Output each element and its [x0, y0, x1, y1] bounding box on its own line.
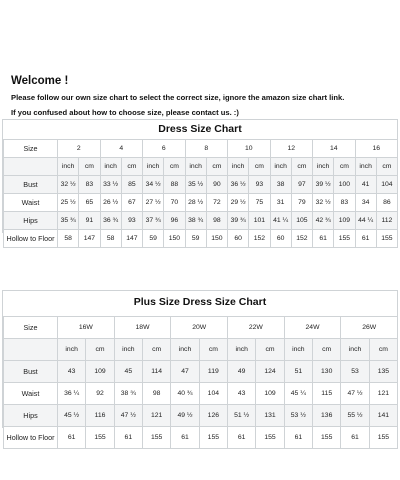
- measurement-value: 83: [334, 194, 355, 212]
- table-row: [4, 383, 398, 405]
- size-header-cell: 22W: [228, 317, 285, 339]
- measurement-value: 116: [86, 405, 114, 427]
- table-row: [4, 194, 398, 212]
- unit-cm-cell: cm: [249, 158, 270, 176]
- measurement-value: 152: [249, 230, 270, 248]
- unit-cm-cell: cm: [79, 158, 100, 176]
- measurement-value: 41 ¼: [270, 212, 291, 230]
- measurement-value: 45 ¼: [284, 383, 312, 405]
- table-row: [4, 212, 398, 230]
- measurement-value: 109: [334, 212, 355, 230]
- measurement-value: 43: [58, 361, 86, 383]
- measurement-label: Hollow to Floor: [4, 230, 58, 248]
- measurement-value: 59: [185, 230, 206, 248]
- unit-inch-cell: inch: [228, 339, 256, 361]
- measurement-value: 131: [256, 405, 284, 427]
- measurement-value: 72: [206, 194, 227, 212]
- measurement-value: 155: [376, 230, 397, 248]
- unit-cm-cell: cm: [376, 158, 397, 176]
- measurement-value: 130: [313, 361, 341, 383]
- measurement-value: 49 ½: [171, 405, 199, 427]
- unit-cm-cell: cm: [199, 339, 227, 361]
- unit-corner-cell: [4, 158, 58, 176]
- size-header-row: [4, 317, 398, 339]
- measurement-value: 43: [228, 383, 256, 405]
- unit-inch-cell: inch: [143, 158, 164, 176]
- unit-inch-cell: inch: [58, 339, 86, 361]
- measurement-value: 92: [86, 383, 114, 405]
- measurement-value: 61: [58, 427, 86, 449]
- measurement-value: 96: [164, 212, 185, 230]
- size-header-cell: 10: [228, 140, 271, 158]
- size-header-cell: 2: [58, 140, 101, 158]
- measurement-value: 47: [171, 361, 199, 383]
- measurement-value: 155: [86, 427, 114, 449]
- measurement-value: 155: [143, 427, 171, 449]
- measurement-value: 42 ¾: [313, 212, 334, 230]
- unit-cm-cell: cm: [291, 158, 312, 176]
- unit-inch-cell: inch: [185, 158, 206, 176]
- measurement-value: 121: [143, 405, 171, 427]
- measurement-value: 136: [313, 405, 341, 427]
- welcome-heading: Welcome !: [11, 75, 69, 87]
- measurement-value: 115: [313, 383, 341, 405]
- measurement-label: Bust: [4, 361, 58, 383]
- measurement-value: 85: [121, 176, 142, 194]
- measurement-value: 60: [270, 230, 291, 248]
- measurement-value: 31: [270, 194, 291, 212]
- measurement-value: 45 ½: [58, 405, 86, 427]
- measurement-value: 44 ¼: [355, 212, 376, 230]
- measurement-value: 58: [58, 230, 79, 248]
- unit-cm-cell: cm: [121, 158, 142, 176]
- table-row: [4, 176, 398, 194]
- measurement-value: 155: [256, 427, 284, 449]
- measurement-value: 88: [164, 176, 185, 194]
- measurement-value: 34: [355, 194, 376, 212]
- measurement-value: 119: [199, 361, 227, 383]
- measurement-value: 53 ½: [284, 405, 312, 427]
- unit-cm-cell: cm: [86, 339, 114, 361]
- table-row: [4, 230, 398, 248]
- measurement-value: 61: [313, 230, 334, 248]
- unit-header-row: [4, 158, 398, 176]
- measurement-value: 29 ½: [228, 194, 249, 212]
- measurement-value: 61: [228, 427, 256, 449]
- measurement-value: 150: [164, 230, 185, 248]
- measurement-value: 38: [270, 176, 291, 194]
- measurement-value: 90: [206, 176, 227, 194]
- unit-inch-cell: inch: [114, 339, 142, 361]
- size-header-cell: 14: [313, 140, 356, 158]
- unit-inch-cell: inch: [284, 339, 312, 361]
- measurement-value: 39 ½: [313, 176, 334, 194]
- unit-cm-cell: cm: [369, 339, 397, 361]
- measurement-value: 25 ½: [58, 194, 79, 212]
- measurement-value: 70: [164, 194, 185, 212]
- table-row: [4, 361, 398, 383]
- unit-inch-cell: inch: [270, 158, 291, 176]
- measurement-value: 83: [79, 176, 100, 194]
- measurement-value: 36 ½: [228, 176, 249, 194]
- measurement-value: 40 ¾: [171, 383, 199, 405]
- size-label: Size: [4, 317, 58, 339]
- size-header-cell: 12: [270, 140, 313, 158]
- measurement-label: Bust: [4, 176, 58, 194]
- measurement-value: 59: [143, 230, 164, 248]
- size-header-row: [4, 140, 398, 158]
- unit-inch-cell: inch: [341, 339, 369, 361]
- measurement-value: 47 ½: [114, 405, 142, 427]
- measurement-value: 150: [206, 230, 227, 248]
- measurement-value: 36 ¼: [58, 383, 86, 405]
- measurement-value: 28 ½: [185, 194, 206, 212]
- measurement-value: 109: [86, 361, 114, 383]
- size-header-cell: 26W: [341, 317, 398, 339]
- measurement-value: 61: [355, 230, 376, 248]
- measurement-value: 155: [334, 230, 355, 248]
- measurement-value: 109: [256, 383, 284, 405]
- measurement-value: 98: [206, 212, 227, 230]
- measurement-value: 91: [79, 212, 100, 230]
- unit-cm-cell: cm: [164, 158, 185, 176]
- dress-size-table: [3, 139, 398, 248]
- dress-chart-title: Dress Size Chart: [158, 123, 242, 135]
- measurement-value: 126: [199, 405, 227, 427]
- measurement-value: 86: [376, 194, 397, 212]
- measurement-value: 100: [334, 176, 355, 194]
- measurement-value: 104: [376, 176, 397, 194]
- plus-size-table: [3, 316, 398, 449]
- size-header-cell: 6: [143, 140, 186, 158]
- measurement-value: 27 ½: [143, 194, 164, 212]
- measurement-value: 36 ¾: [100, 212, 121, 230]
- measurement-label: Waist: [4, 383, 58, 405]
- measurement-value: 65: [79, 194, 100, 212]
- unit-cm-cell: cm: [143, 339, 171, 361]
- measurement-value: 75: [249, 194, 270, 212]
- measurement-label: Hips: [4, 405, 58, 427]
- measurement-value: 124: [256, 361, 284, 383]
- unit-header-row: [4, 339, 398, 361]
- measurement-value: 38 ¾: [114, 383, 142, 405]
- unit-inch-cell: inch: [313, 158, 334, 176]
- measurement-value: 79: [291, 194, 312, 212]
- measurement-value: 51 ½: [228, 405, 256, 427]
- table-row: [4, 405, 398, 427]
- measurement-label: Waist: [4, 194, 58, 212]
- measurement-value: 53: [341, 361, 369, 383]
- measurement-value: 37 ¾: [143, 212, 164, 230]
- measurement-value: 58: [100, 230, 121, 248]
- measurement-value: 41: [355, 176, 376, 194]
- measurement-value: 61: [284, 427, 312, 449]
- contact-text: If you confused about how to choose size, please contact us. :): [11, 108, 239, 117]
- size-header-cell: 8: [185, 140, 228, 158]
- unit-inch-cell: inch: [58, 158, 79, 176]
- measurement-value: 93: [121, 212, 142, 230]
- size-header-cell: 20W: [171, 317, 228, 339]
- measurement-value: 55 ½: [341, 405, 369, 427]
- measurement-label: Hips: [4, 212, 58, 230]
- measurement-value: 101: [249, 212, 270, 230]
- unit-inch-cell: inch: [228, 158, 249, 176]
- measurement-value: 135: [369, 361, 397, 383]
- measurement-value: 67: [121, 194, 142, 212]
- size-header-cell: 16W: [58, 317, 115, 339]
- measurement-value: 141: [369, 405, 397, 427]
- measurement-value: 60: [228, 230, 249, 248]
- measurement-value: 32 ½: [58, 176, 79, 194]
- size-header-cell: 18W: [114, 317, 171, 339]
- measurement-value: 35 ½: [185, 176, 206, 194]
- measurement-value: 39 ¾: [228, 212, 249, 230]
- measurement-value: 104: [199, 383, 227, 405]
- measurement-label: Hollow to Floor: [4, 427, 58, 449]
- measurement-value: 51: [284, 361, 312, 383]
- measurement-value: 33 ½: [100, 176, 121, 194]
- measurement-value: 61: [114, 427, 142, 449]
- measurement-value: 45: [114, 361, 142, 383]
- unit-cm-cell: cm: [206, 158, 227, 176]
- plus-size-chart: [2, 290, 398, 442]
- unit-cm-cell: cm: [256, 339, 284, 361]
- measurement-value: 49: [228, 361, 256, 383]
- table-row: [4, 427, 398, 449]
- plus-chart-title: Plus Size Dress Size Chart: [133, 296, 267, 308]
- measurement-value: 32 ½: [313, 194, 334, 212]
- dress-size-chart: [2, 119, 398, 243]
- measurement-value: 34 ½: [143, 176, 164, 194]
- measurement-value: 155: [199, 427, 227, 449]
- unit-inch-cell: inch: [100, 158, 121, 176]
- measurement-value: 61: [171, 427, 199, 449]
- unit-inch-cell: inch: [355, 158, 376, 176]
- measurement-value: 114: [143, 361, 171, 383]
- measurement-value: 38 ¾: [185, 212, 206, 230]
- measurement-value: 121: [369, 383, 397, 405]
- measurement-value: 105: [291, 212, 312, 230]
- measurement-value: 147: [121, 230, 142, 248]
- unit-corner-cell: [4, 339, 58, 361]
- measurement-value: 35 ¾: [58, 212, 79, 230]
- measurement-value: 93: [249, 176, 270, 194]
- unit-inch-cell: inch: [171, 339, 199, 361]
- size-header-cell: 16: [355, 140, 398, 158]
- unit-cm-cell: cm: [313, 339, 341, 361]
- measurement-value: 61: [341, 427, 369, 449]
- measurement-value: 26 ½: [100, 194, 121, 212]
- size-label: Size: [4, 140, 58, 158]
- measurement-value: 147: [79, 230, 100, 248]
- measurement-value: 47 ½: [341, 383, 369, 405]
- measurement-value: 97: [291, 176, 312, 194]
- measurement-value: 155: [369, 427, 397, 449]
- measurement-value: 155: [313, 427, 341, 449]
- size-header-cell: 24W: [284, 317, 341, 339]
- unit-cm-cell: cm: [334, 158, 355, 176]
- measurement-value: 152: [291, 230, 312, 248]
- size-header-cell: 4: [100, 140, 143, 158]
- measurement-value: 98: [143, 383, 171, 405]
- measurement-value: 112: [376, 212, 397, 230]
- instruction-text: Please follow our own size chart to select the correct size, ignore the amazon size chart link.: [11, 93, 345, 102]
